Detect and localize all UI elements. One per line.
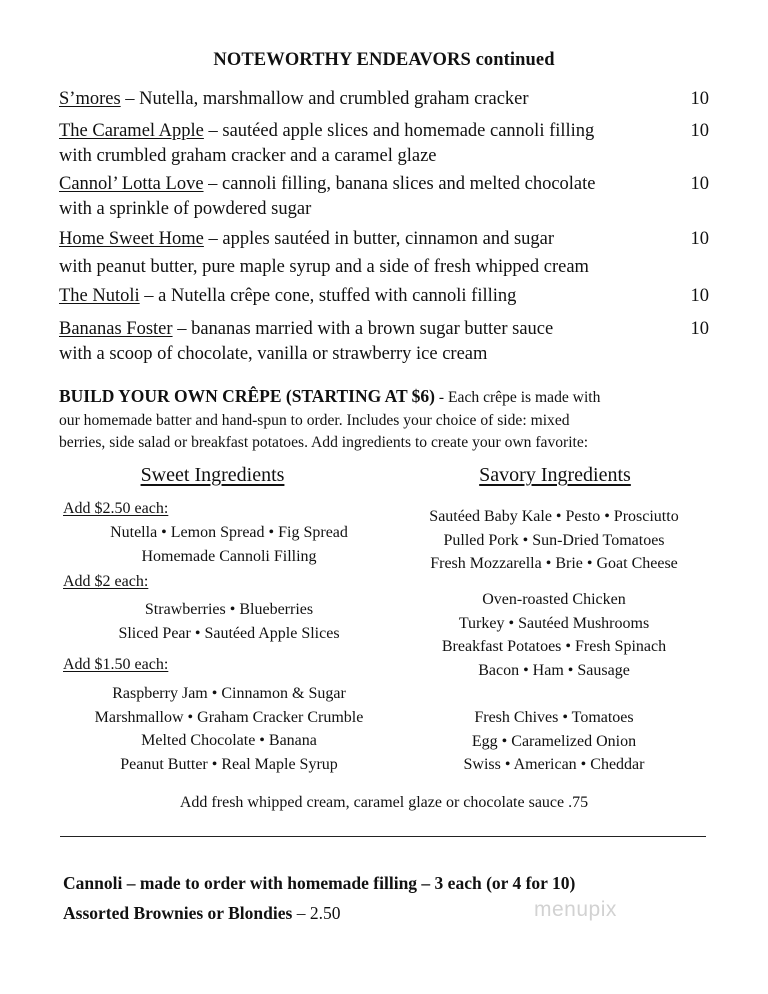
item-name: Bananas Foster xyxy=(59,319,173,339)
cannoli-name: Cannoli xyxy=(63,873,123,893)
item-name: The Nutoli xyxy=(59,286,140,306)
menu-item-bananas-foster xyxy=(59,317,719,367)
item-name: Cannol’ Lotta Love xyxy=(59,174,204,194)
item-description-cont: with peanut butter, pure maple syrup and a side of fresh whipped cream xyxy=(59,257,589,277)
item-description: – a Nutella crêpe cone, stuffed with cannoli filling xyxy=(139,286,517,306)
ingredient-line: Fresh Mozzarella • Brie • Goat Cheese xyxy=(430,555,678,572)
item-description: – cannoli filling, banana slices and melted chocolate xyxy=(203,174,596,194)
item-description: – apples sautéed in butter, cinnamon and sugar xyxy=(203,229,555,249)
ingredient-line: Egg • Caramelized Onion xyxy=(471,732,637,750)
savory-group-2 xyxy=(378,588,730,682)
ingredient-line: Nutella • Lemon Spread • Fig Spread xyxy=(110,524,348,541)
item-description: – sautéed apple slices and homemade cannoli filling xyxy=(203,121,595,141)
item-price: 10 xyxy=(690,121,709,141)
menu-item-caramel-apple xyxy=(59,119,719,169)
item-description-cont: with a sprinkle of powdered sugar xyxy=(59,199,312,219)
sweet-group-2 xyxy=(48,598,410,645)
item-price: 10 xyxy=(690,319,709,339)
byo-text-line: berries, side salad or breakfast potatoes. Add ingredients to create your own favorite: xyxy=(59,434,589,451)
item-price: 10 xyxy=(690,286,709,306)
ingredient-line: Marshmallow • Graham Cracker Crumble xyxy=(94,708,364,726)
byo-heading: BUILD YOUR OWN CRÊPE (STARTING AT $6) xyxy=(59,386,436,406)
item-price: 10 xyxy=(690,229,709,249)
addon-note: Add fresh whipped cream, caramel glaze or chocolate sauce .75 xyxy=(179,794,589,811)
menu-item-smores xyxy=(59,87,719,112)
menupix-watermark: menupix xyxy=(534,898,617,921)
item-name: S’mores xyxy=(59,89,121,109)
savory-group-1 xyxy=(378,505,730,576)
item-price: 10 xyxy=(690,174,709,194)
ingredient-line: Fresh Chives • Tomatoes xyxy=(474,709,634,726)
brownies-name: Assorted Brownies or Blondies xyxy=(63,903,293,923)
ingredient-line: Pulled Pork • Sun-Dried Tomatoes xyxy=(443,531,665,549)
price-label-1-50: Add $1.50 each: xyxy=(63,656,169,673)
price-label-2-50: Add $2.50 each: xyxy=(63,500,169,517)
brownies-line xyxy=(63,898,340,928)
sweet-group-2-50 xyxy=(48,521,410,568)
ingredient-line: Sliced Pear • Sautéed Apple Slices xyxy=(118,624,340,642)
page-title: NOTEWORTHY ENDEAVORS continued xyxy=(213,50,555,70)
ingredient-line: Swiss • American • Cheddar xyxy=(463,756,645,773)
ingredient-line: Raspberry Jam • Cinnamon & Sugar xyxy=(112,685,346,702)
byo-text-line: our homemade batter and hand-spun to order. Includes your choice of side: mixed xyxy=(59,411,570,429)
menu-item-nutoli xyxy=(59,284,719,309)
item-description: – Nutella, marshmallow and crumbled graham cracker xyxy=(120,89,529,109)
ingredient-line: Melted Chocolate • Banana xyxy=(141,732,317,749)
item-description-cont: with crumbled graham cracker and a caramel glaze xyxy=(59,146,437,166)
menu-item-home-sweet-home xyxy=(59,225,719,281)
cannoli-description: – made to order with homemade filling – 3 each (or 4 for 10) xyxy=(122,873,576,893)
byo-intro: - Each crêpe is made with xyxy=(435,389,601,406)
cannoli-line xyxy=(63,868,575,898)
item-price: 10 xyxy=(690,89,709,109)
item-description-cont: with a scoop of chocolate, vanilla or strawberry ice cream xyxy=(59,344,488,364)
sweet-ingredients-heading: Sweet Ingredients xyxy=(140,464,285,486)
ingredient-line: Bacon • Ham • Sausage xyxy=(478,661,630,679)
item-name: The Caramel Apple xyxy=(59,121,204,141)
item-name: Home Sweet Home xyxy=(59,229,204,249)
savory-ingredients-heading: Savory Ingredients xyxy=(479,464,631,486)
menu-item-cannol-lotta-love xyxy=(59,172,719,222)
ingredient-line: Peanut Butter • Real Maple Syrup xyxy=(120,755,338,773)
ingredient-line: Breakfast Potatoes • Fresh Spinach xyxy=(441,638,667,655)
ingredient-line: Turkey • Sautéed Mushrooms xyxy=(458,614,650,632)
section-divider xyxy=(60,836,706,837)
ingredient-line: Sautéed Baby Kale • Pesto • Prosciutto xyxy=(429,508,679,525)
savory-group-3 xyxy=(378,706,730,777)
ingredient-line: Homemade Cannoli Filling xyxy=(141,547,317,565)
ingredient-line: Strawberries • Blueberries xyxy=(144,601,314,618)
brownies-price: – 2.50 xyxy=(292,903,341,923)
build-your-own-section xyxy=(59,385,709,455)
sweet-group-1-50 xyxy=(48,682,410,776)
item-description: – bananas married with a brown sugar butter sauce xyxy=(172,319,554,339)
price-label-2: Add $2 each: xyxy=(63,573,149,590)
ingredient-line: Oven-roasted Chicken xyxy=(482,591,626,608)
